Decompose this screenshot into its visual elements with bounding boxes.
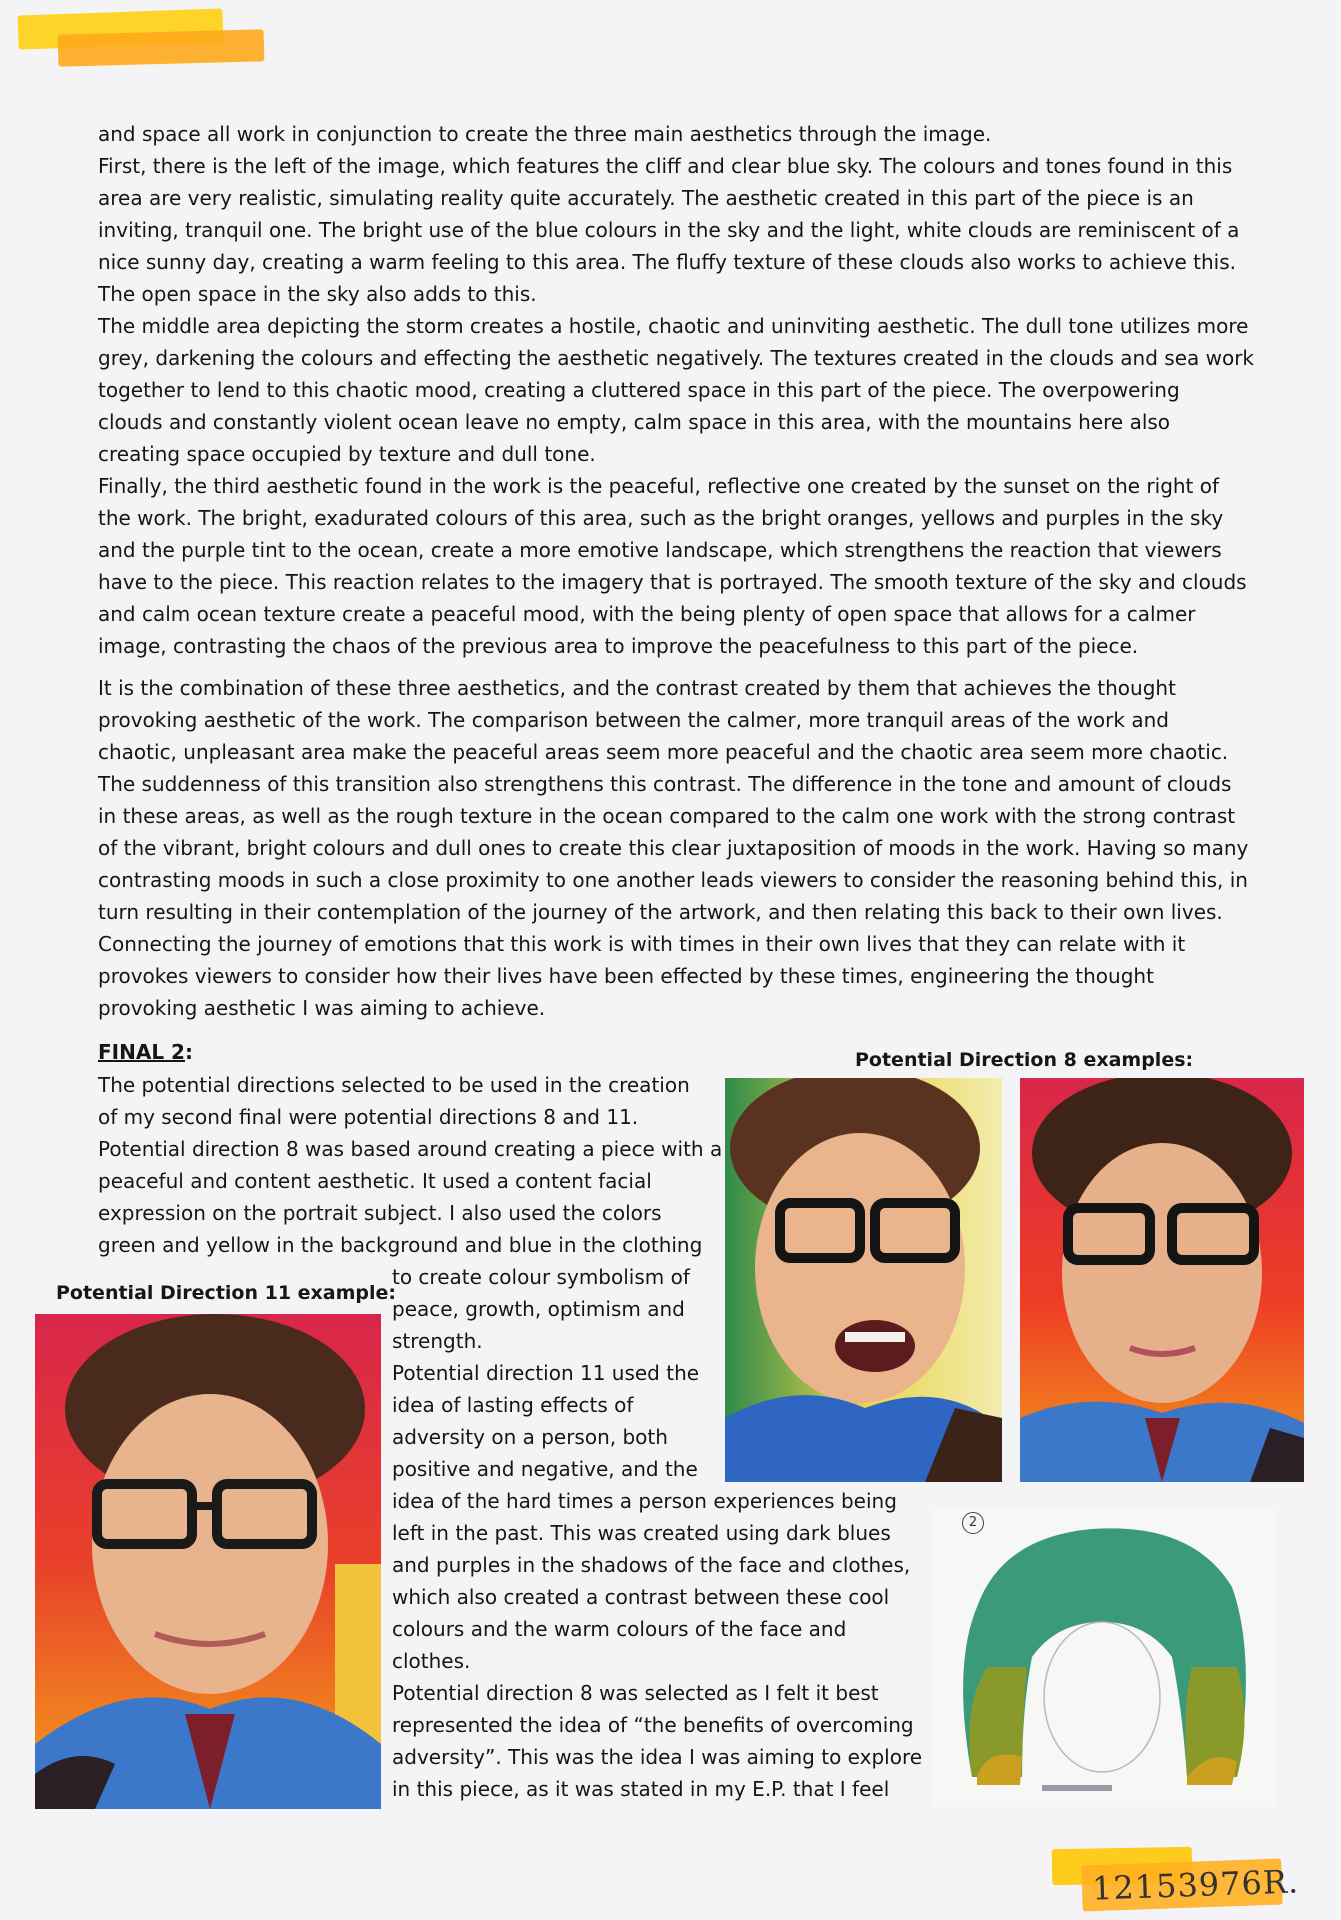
text-line: Connecting the journey of emotions that this work is with times in their own lives that they can relate with it [98, 932, 1186, 956]
section-heading-final-2 [98, 1037, 193, 1067]
text-line: in these areas, as well as the rough texture in the ocean compared to the calm one work with the strong contrast [98, 804, 1236, 828]
text-line: of my second final were potential directions 8 and 11. [98, 1105, 639, 1129]
text-line: Finally, the third aesthetic found in the work is the peaceful, reflective one created by the sunset on the right of [98, 474, 1220, 498]
text-line: It is the combination of these three aesthetics, and the contrast created by them that achieves the thought [98, 676, 1176, 700]
student-number-handwritten: 12153976R. [1091, 1862, 1300, 1908]
highlighter-mark-top-2 [58, 29, 265, 66]
text-line: creating space occupied by texture and dull tone. [98, 442, 596, 466]
paragraph-final-intro [98, 1069, 723, 1261]
text-line: and calm ocean texture create a peaceful mood, with the being plenty of open space that allows for a calmer [98, 602, 1196, 626]
text-line: peaceful and content aesthetic. It used a content facial [98, 1169, 652, 1193]
text-line: image, contrasting the chaos of the previous area to improve the peacefulness to this part of the piece. [98, 634, 1139, 658]
text-line: which also created a contrast between these cool [392, 1585, 890, 1609]
text-line: adversity on a person, both [392, 1425, 668, 1449]
text-line: strength. [392, 1329, 483, 1353]
text-line: The middle area depicting the storm creates a hostile, chaotic and uninviting aesthetic. The dull tone utilizes more [98, 314, 1249, 338]
text-line: positive and negative, and the [392, 1457, 698, 1481]
text-line: Potential direction 11 used the [392, 1361, 700, 1385]
text-line: turn resulting in their contemplation of the journey of the artwork, and then relating this back to their own lives. [98, 900, 1223, 924]
caption-potential-direction-8: Potential Direction 8 examples: [855, 1049, 1194, 1071]
text-line: the work. The bright, exadurated colours of this area, such as the bright oranges, yellows and purples in the sky [98, 506, 1224, 530]
text-line: together to lend to this chaotic mood, creating a cluttered space in this part of the piece. The overpowering [98, 378, 1180, 402]
text-line: and purples in the shadows of the face and clothes, [392, 1553, 911, 1577]
text-line: of the vibrant, bright colours and dull ones to create this clear juxtaposition of moods in the work. Having so many [98, 836, 1249, 860]
heading-colon: : [184, 1040, 193, 1064]
circled-number-annotation: 2 [962, 1512, 984, 1534]
heading-label: FINAL 2 [98, 1040, 185, 1064]
text-line: provoking aesthetic I was aiming to achieve. [98, 996, 546, 1020]
text-line: provokes viewers to consider how their lives have been effected by these times, engineering the thought [98, 964, 1154, 988]
text-line: and space all work in conjunction to create the three main aesthetics through the image. [98, 122, 992, 146]
text-line: First, there is the left of the image, which features the cliff and clear blue sky. The colours and tones found in this [98, 154, 1233, 178]
text-line: green and yellow in the background and blue in the clothing [98, 1233, 703, 1257]
text-line: The suddenness of this transition also strengthens this contrast. The difference in the tone and amount of clouds [98, 772, 1232, 796]
portrait-image-direction-11 [35, 1314, 381, 1809]
text-line: colours and the warm colours of the face and [392, 1617, 847, 1641]
text-line: and the purple tint to the ocean, create a more emotive landscape, which strengthens the reaction that viewers [98, 538, 1222, 562]
text-line: contrasting moods in such a close proximity to one another leads viewers to consider the reasoning behind this, in [98, 868, 1248, 892]
sketch-image-colour-study [932, 1507, 1277, 1807]
paragraph-combination [98, 672, 1249, 1024]
text-line: inviting, tranquil one. The bright use of the blue colours in the sky and the light, white clouds are reminiscent of a [98, 218, 1240, 242]
text-line: Potential direction 8 was selected as I felt it best [392, 1681, 879, 1705]
text-line: clouds and constantly violent ocean leave no empty, calm space in this area, with the mountains here also [98, 410, 1171, 434]
text-line: peace, growth, optimism and [392, 1297, 685, 1321]
text-line: area are very realistic, simulating reality quite accurately. The aesthetic created in this part of the piece is an [98, 186, 1194, 210]
text-line: adversity”. This was the idea I was aiming to explore [392, 1745, 923, 1769]
text-line: expression on the portrait subject. I also used the colors [98, 1201, 662, 1225]
text-line: in this piece, as it was stated in my E.P. that I feel [392, 1777, 890, 1801]
text-line: idea of the hard times a person experiences being [392, 1489, 897, 1513]
text-line: to create colour symbolism of [392, 1265, 690, 1289]
text-line: chaotic, unpleasant area make the peaceful areas seem more peaceful and the chaotic area seem more chaotic. [98, 740, 1229, 764]
text-line: idea of lasting effects of [392, 1393, 634, 1417]
text-line: Potential direction 8 was based around creating a piece with a [98, 1137, 723, 1161]
text-line: nice sunny day, creating a warm feeling to this area. The fluffy texture of these clouds also works to achieve this. [98, 250, 1236, 274]
caption-potential-direction-11: Potential Direction 11 example: [56, 1282, 397, 1304]
text-line: The potential directions selected to be used in the creation [98, 1073, 690, 1097]
paragraph-aesthetics [98, 118, 1255, 662]
text-line: have to the piece. This reaction relates to the imagery that is portrayed. The smooth texture of the sky and clouds [98, 570, 1247, 594]
text-line: provoking aesthetic of the work. The comparison between the calmer, more tranquil areas of the work and [98, 708, 1169, 732]
text-line: left in the past. This was created using dark blues [392, 1521, 891, 1545]
portrait-image-direction-8-a [725, 1078, 1002, 1482]
portrait-image-direction-8-b [1020, 1078, 1304, 1482]
text-line: grey, darkening the colours and effecting the aesthetic negatively. The textures created in the clouds and sea work [98, 346, 1255, 370]
text-line: clothes. [392, 1649, 471, 1673]
text-line: The open space in the sky also adds to this. [98, 282, 537, 306]
text-line: represented the idea of “the benefits of overcoming [392, 1713, 914, 1737]
